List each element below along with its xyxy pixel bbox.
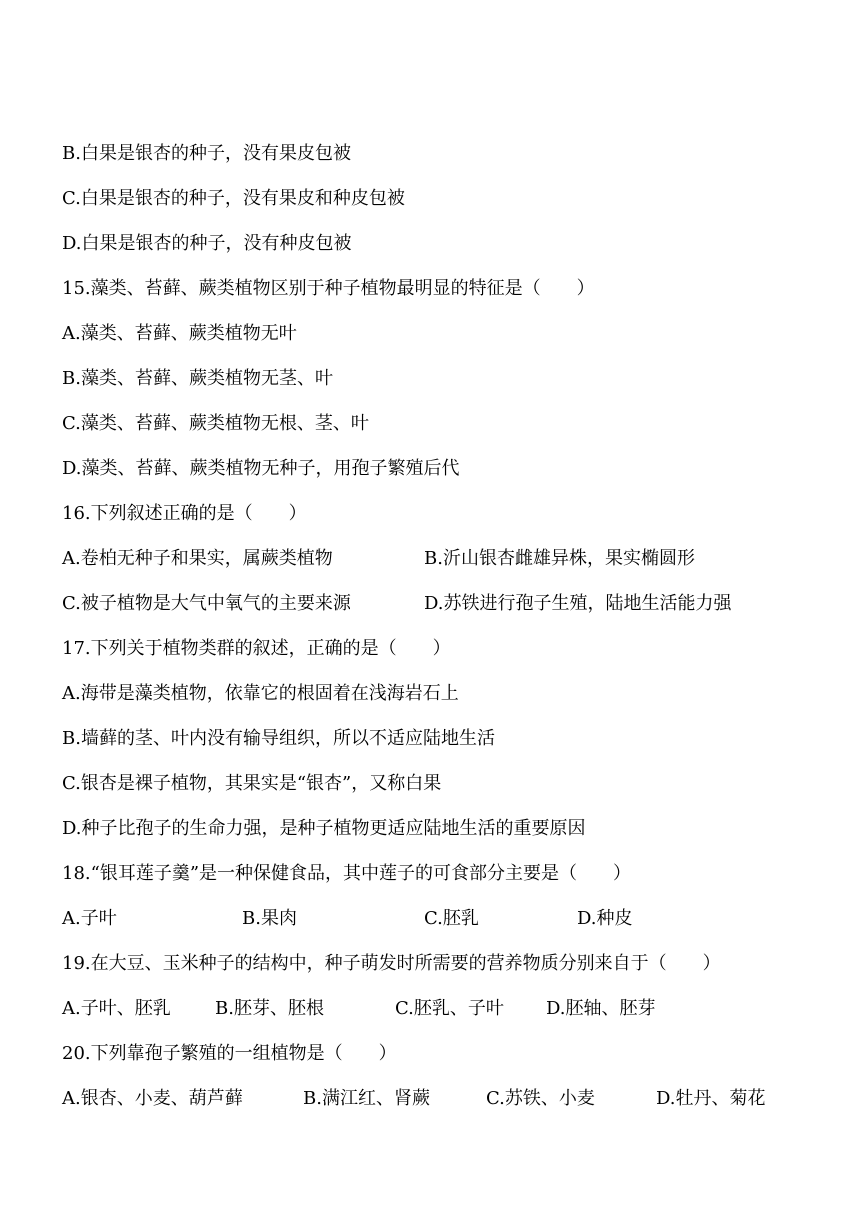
option-line: C.白果是银杏的种子，没有果皮和种皮包被 — [62, 188, 405, 209]
option-b: B.满江红、肾蕨 — [303, 1088, 430, 1109]
option-a: A.子叶、胚乳 — [62, 998, 171, 1019]
option-line: D.种子比孢子的生命力强，是种子植物更适应陆地生活的重要原因 — [62, 818, 586, 839]
option-row — [62, 544, 842, 574]
option-a: A.银杏、小麦、葫芦藓 — [62, 1088, 243, 1109]
option-line: D.白果是银杏的种子，没有种皮包被 — [62, 233, 352, 254]
option-b: B.胚芽、胚根 — [215, 998, 324, 1019]
option-b: B.果肉 — [242, 908, 297, 929]
question-20: 20.下列靠孢子繁殖的一组植物是（ ） — [62, 1043, 397, 1064]
question-16: 16.下列叙述正确的是（ ） — [62, 503, 307, 524]
option-line: C.银杏是裸子植物，其果实是“银杏”，又称白果 — [62, 773, 442, 794]
option-line: B.藻类、苔藓、蕨类植物无茎、叶 — [62, 368, 333, 389]
option-line: D.藻类、苔藓、蕨类植物无种子，用孢子繁殖后代 — [62, 458, 460, 479]
question-15: 15.藻类、苔藓、蕨类植物区别于种子植物最明显的特征是（ ） — [62, 278, 595, 299]
option-line: B.墙藓的茎、叶内没有输导组织，所以不适应陆地生活 — [62, 728, 495, 749]
option-row — [62, 994, 842, 1024]
option-row — [62, 589, 842, 619]
option-c: C.被子植物是大气中氧气的主要来源 — [62, 593, 351, 614]
option-c: C.苏铁、小麦 — [486, 1088, 595, 1109]
option-b: B.沂山银杏雌雄异株，果实椭圆形 — [424, 548, 695, 569]
option-c: C.胚乳、子叶 — [395, 998, 504, 1019]
question-17: 17.下列关于植物类群的叙述，正确的是（ ） — [62, 638, 451, 659]
option-d: D.种皮 — [577, 908, 633, 929]
option-row — [62, 1084, 842, 1114]
option-line: B.白果是银杏的种子，没有果皮包被 — [62, 143, 351, 164]
option-d: D.苏铁进行孢子生殖，陆地生活能力强 — [424, 593, 732, 614]
option-line: C.藻类、苔藓、蕨类植物无根、茎、叶 — [62, 413, 369, 434]
option-d: D.胚轴、胚芽 — [546, 998, 656, 1019]
option-d: D.牡丹、菊花 — [656, 1088, 766, 1109]
question-19: 19.在大豆、玉米种子的结构中，种子萌发时所需要的营养物质分别来自于（ ） — [62, 953, 721, 974]
option-a: A.子叶 — [62, 908, 117, 929]
option-a: A.卷柏无种子和果实，属蕨类植物 — [62, 548, 333, 569]
question-18: 18.“银耳莲子羹”是一种保健食品，其中莲子的可食部分主要是（ ） — [62, 863, 632, 884]
option-row — [62, 904, 842, 934]
option-line: A.海带是藻类植物，依靠它的根固着在浅海岩石上 — [62, 683, 459, 704]
option-c: C.胚乳 — [424, 908, 479, 929]
option-line: A.藻类、苔藓、蕨类植物无叶 — [62, 323, 297, 344]
